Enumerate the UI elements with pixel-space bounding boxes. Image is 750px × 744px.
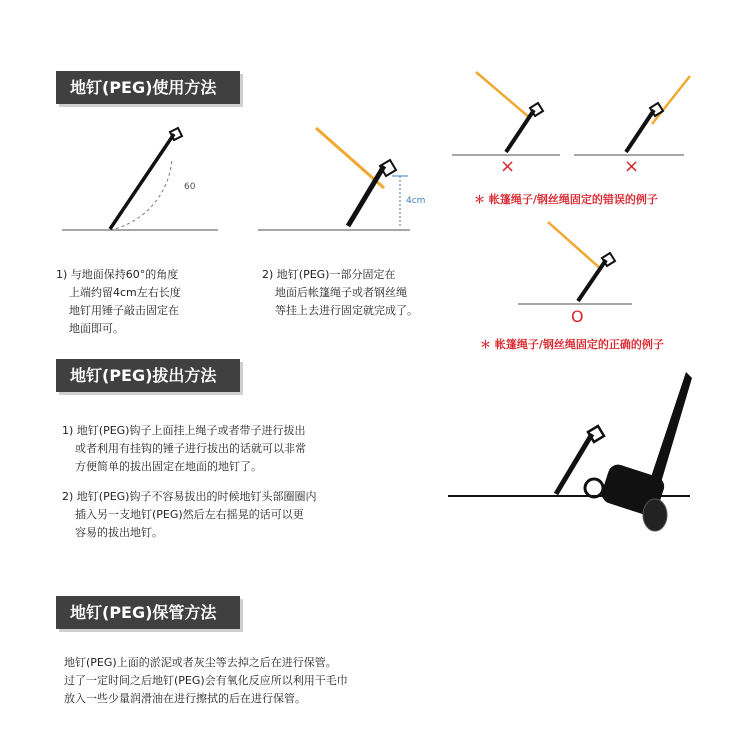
section-header-usage: 地钉(PEG)使用方法 [56,71,240,104]
wrong-example-2 [574,76,690,155]
wrong-mark-2: × [624,156,640,177]
section-header-storage: 地钉(PEG)保管方法 [56,596,240,629]
right-caption: ＊ 帐篷绳子/钢丝绳固定的正确的例子 [480,338,664,351]
section-header-pullout: 地钉(PEG)拔出方法 [56,359,240,392]
depth-label: 4cm [406,196,426,206]
right-example [518,222,632,304]
usage-step-2: 2) 地钉(PEG)一部分固定在 地面后帐篷绳子或者钢丝绳 等挂上去进行固定就完成了。 [262,268,418,317]
wrong-mark-1: × [500,156,516,177]
storage-text: 地钉(PEG)上面的淤泥或者灰尘等去掉之后在进行保管。 过了一定时间之后地钉(PEG)会有氧化反应所以利用干毛巾 放入一些少量润滑油在进行擦拭的后在进行保管。 [64,656,348,705]
pullout-step-1: 1) 地钉(PEG)钩子上面挂上绳子或者带子进行拔出 或者利用有挂钩的锤子进行拔出的话就可以非常 方便简单的拔出固定在地面的地钉了。 [62,424,306,473]
peg-angle-figure [62,128,218,230]
pullout-figure [448,372,692,531]
usage-step-1: 1) 与地面保持60°的角度 上端约留4cm左右长度 地钉用锤子敲击固定在 地面即可。 [56,268,181,335]
pullout-step-2: 2) 地钉(PEG)钩子不容易拔出的时候地钉头部圈圈内 插入另一支地钉(PEG)然后左右摇晃的话可以更 容易的拔出地钉。 [62,490,317,539]
peg-rope-figure [258,128,410,230]
angle-label: 60 [184,182,196,192]
right-mark: O [571,307,584,326]
wrong-example-1 [452,72,560,155]
wrong-caption: ＊ 帐篷绳子/钢丝绳固定的错误的例子 [474,193,658,206]
